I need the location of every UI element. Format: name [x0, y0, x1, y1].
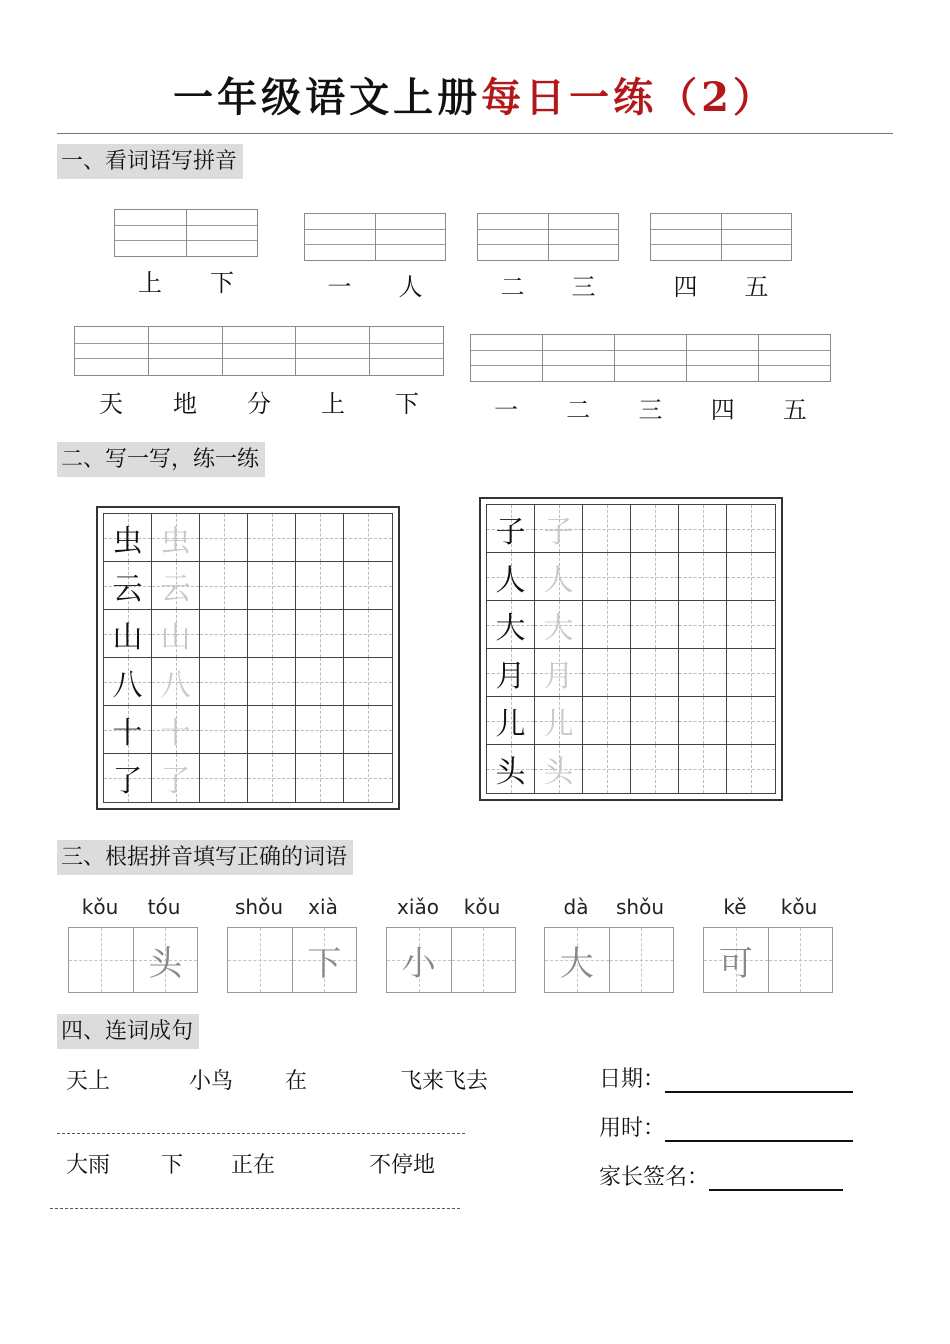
model-char: 头 [495, 755, 526, 790]
write-cell[interactable] [631, 745, 679, 793]
trace-char: 云 [160, 571, 191, 607]
pinyin-label: kǒu [463, 895, 501, 919]
sentence-word: 大雨 [66, 1153, 111, 1178]
practice-grid-right [479, 497, 783, 801]
write-cell[interactable] [679, 553, 727, 601]
trace-char: 十 [160, 715, 191, 751]
word-char: 人 [398, 273, 423, 301]
fill-item [703, 895, 833, 993]
pinyin-exercise-1 [114, 209, 258, 298]
tianzige-box[interactable] [227, 927, 357, 993]
word-char: 分 [247, 390, 271, 418]
word-char: 上 [321, 390, 345, 418]
trace-char-cell[interactable] [152, 706, 200, 754]
pinyin-label: shǒu [234, 895, 283, 919]
write-cell[interactable] [583, 553, 631, 601]
section-4-heading: 四、连词成句 [57, 1014, 199, 1049]
word-char: 二 [500, 273, 525, 301]
word-char: 五 [744, 273, 769, 301]
word-char: 三 [571, 273, 596, 301]
word-char: 上 [138, 269, 162, 297]
section-2-heading: 二、写一写，练一练 [57, 442, 265, 477]
write-cell[interactable] [296, 562, 344, 610]
trace-char: 头 [543, 755, 574, 790]
model-char: 大 [495, 610, 526, 646]
word-char: 五 [782, 396, 807, 424]
pinyin-exercise-6 [470, 334, 831, 425]
trace-char-cell[interactable] [152, 658, 200, 706]
model-char: 了 [112, 764, 143, 799]
write-cell[interactable] [248, 706, 296, 754]
write-cell[interactable] [296, 514, 344, 562]
trace-char: 了 [160, 764, 191, 799]
fill-item [68, 895, 198, 993]
word-char: 二 [566, 396, 591, 424]
write-cell[interactable] [727, 601, 775, 649]
trace-char-cell[interactable] [152, 562, 200, 610]
parent-signature-input[interactable] [709, 1163, 843, 1191]
time-label: 用时： [599, 1116, 666, 1141]
trace-char: 子 [543, 514, 574, 550]
word-char: 地 [173, 390, 197, 418]
write-cell[interactable] [248, 610, 296, 658]
trace-char-cell[interactable] [152, 610, 200, 658]
model-char: 月 [495, 658, 526, 694]
write-cell[interactable] [583, 745, 631, 793]
trace-char-cell[interactable] [535, 505, 583, 553]
word-char: 下 [210, 269, 234, 297]
write-cell[interactable] [248, 658, 296, 706]
write-cell[interactable] [344, 706, 392, 754]
title-divider [57, 133, 893, 134]
hint-char: 大 [559, 943, 594, 984]
tianzige-box[interactable] [703, 927, 833, 993]
date-input[interactable] [665, 1065, 853, 1093]
pinyin-label: tóu [147, 895, 181, 919]
write-cell[interactable] [344, 754, 392, 802]
model-char-cell [487, 745, 535, 793]
tianzige-box[interactable] [68, 927, 198, 993]
model-char: 虫 [112, 523, 143, 559]
page-title [0, 66, 950, 123]
write-cell[interactable] [200, 706, 248, 754]
fill-item [386, 895, 516, 993]
model-char-cell [104, 754, 152, 802]
trace-char: 八 [160, 667, 191, 703]
write-cell[interactable] [296, 706, 344, 754]
trace-char: 大 [543, 610, 574, 646]
write-cell[interactable] [583, 697, 631, 745]
pinyin-box[interactable] [477, 213, 619, 261]
write-cell[interactable] [679, 697, 727, 745]
pinyin-label: xià [308, 895, 338, 919]
write-cell[interactable] [296, 610, 344, 658]
sentence-word: 飞来飞去 [400, 1069, 489, 1094]
hint-char: 小 [401, 943, 436, 984]
model-char-cell [104, 562, 152, 610]
pinyin-label: kě [723, 895, 747, 919]
write-cell[interactable] [296, 754, 344, 802]
trace-char: 山 [160, 619, 191, 655]
model-char-cell [104, 706, 152, 754]
pinyin-box[interactable] [304, 213, 446, 261]
word-char: 一 [327, 273, 352, 301]
answer-line-1[interactable] [57, 1133, 465, 1134]
model-char-cell [104, 514, 152, 562]
model-char: 山 [112, 619, 143, 655]
pinyin-exercise-4 [650, 213, 792, 302]
write-cell[interactable] [200, 562, 248, 610]
sentence-word: 小鸟 [189, 1069, 234, 1094]
trace-char: 儿 [543, 706, 574, 742]
write-cell[interactable] [679, 601, 727, 649]
write-cell[interactable] [583, 601, 631, 649]
word-char: 下 [395, 390, 419, 418]
word-char: 天 [99, 390, 123, 418]
pinyin-label: kǒu [780, 895, 818, 919]
write-cell[interactable] [296, 658, 344, 706]
model-char-cell [104, 658, 152, 706]
write-cell[interactable] [200, 610, 248, 658]
time-field [599, 1111, 853, 1142]
trace-char-cell[interactable] [152, 754, 200, 802]
pinyin-exercise-5 [74, 326, 444, 419]
model-char: 八 [112, 667, 143, 703]
sentence-word: 下 [161, 1153, 184, 1178]
pinyin-label: kǒu [81, 895, 119, 919]
write-cell[interactable] [248, 514, 296, 562]
date-field [599, 1062, 853, 1093]
write-cell[interactable] [727, 649, 775, 697]
tianzige-box[interactable] [544, 927, 674, 993]
pinyin-box[interactable] [114, 209, 258, 257]
fill-item [227, 895, 357, 993]
word-char: 四 [710, 396, 735, 424]
write-cell[interactable] [679, 649, 727, 697]
title-main: 一年级语文上册 [173, 74, 482, 121]
write-cell[interactable] [631, 505, 679, 553]
model-char: 十 [112, 715, 143, 751]
word-char: 一 [494, 396, 519, 424]
write-cell[interactable] [631, 553, 679, 601]
write-cell[interactable] [344, 514, 392, 562]
model-char: 人 [495, 562, 526, 598]
trace-char-cell[interactable] [535, 601, 583, 649]
model-char-cell [487, 505, 535, 553]
write-cell[interactable] [631, 601, 679, 649]
pinyin-box[interactable] [650, 213, 792, 261]
pinyin-box[interactable] [74, 326, 444, 376]
write-cell[interactable] [248, 754, 296, 802]
word-char: 三 [638, 396, 663, 424]
write-cell[interactable] [631, 697, 679, 745]
pinyin-exercise-2 [304, 213, 446, 302]
pinyin-box[interactable] [470, 334, 831, 382]
trace-char-cell[interactable] [535, 649, 583, 697]
title-accent: 每日一练（2） [481, 74, 777, 121]
trace-char: 虫 [160, 523, 191, 559]
sentence-word: 不停地 [369, 1153, 436, 1178]
parent-signature-field [599, 1160, 843, 1191]
write-cell[interactable] [344, 562, 392, 610]
date-label: 日期： [599, 1067, 666, 1092]
write-cell[interactable] [727, 697, 775, 745]
model-char-cell [487, 649, 535, 697]
write-cell[interactable] [679, 745, 727, 793]
section-3-heading: 三、根据拼音填写正确的词语 [57, 840, 353, 875]
model-char: 儿 [495, 706, 526, 742]
sentence-word: 天上 [66, 1069, 111, 1094]
write-cell[interactable] [344, 658, 392, 706]
fill-item [544, 895, 674, 993]
pinyin-label: dà [563, 895, 589, 919]
sentence-word: 正在 [231, 1153, 276, 1178]
word-char: 四 [673, 273, 698, 301]
write-cell[interactable] [200, 514, 248, 562]
write-cell[interactable] [583, 649, 631, 697]
write-cell[interactable] [344, 610, 392, 658]
trace-char-cell[interactable] [535, 745, 583, 793]
pinyin-label: xiǎo [397, 895, 439, 919]
answer-line-2[interactable] [50, 1208, 460, 1209]
model-char-cell [487, 553, 535, 601]
model-char-cell [487, 697, 535, 745]
model-char: 子 [495, 514, 526, 550]
write-cell[interactable] [679, 505, 727, 553]
write-cell[interactable] [727, 505, 775, 553]
write-cell[interactable] [583, 505, 631, 553]
write-cell[interactable] [727, 553, 775, 601]
write-cell[interactable] [631, 649, 679, 697]
hint-char: 下 [307, 943, 342, 984]
pinyin-label: shǒu [615, 895, 664, 919]
practice-grid-left [96, 506, 400, 810]
tianzige-box[interactable] [386, 927, 516, 993]
trace-char-cell[interactable] [535, 697, 583, 745]
model-char: 云 [112, 571, 143, 607]
hint-char: 可 [718, 943, 753, 984]
sentence-word: 在 [285, 1069, 308, 1094]
section-1-heading: 一、看词语写拼音 [57, 144, 243, 179]
model-char-cell [104, 610, 152, 658]
hint-char: 头 [148, 943, 183, 984]
write-cell[interactable] [200, 754, 248, 802]
write-cell[interactable] [727, 745, 775, 793]
parent-signature-label: 家长签名： [599, 1165, 710, 1190]
time-input[interactable] [665, 1114, 853, 1142]
trace-char: 月 [543, 658, 574, 694]
pinyin-exercise-3 [477, 213, 619, 302]
write-cell[interactable] [200, 658, 248, 706]
trace-char-cell[interactable] [152, 514, 200, 562]
trace-char: 人 [543, 562, 574, 598]
model-char-cell [487, 601, 535, 649]
write-cell[interactable] [248, 562, 296, 610]
trace-char-cell[interactable] [535, 553, 583, 601]
